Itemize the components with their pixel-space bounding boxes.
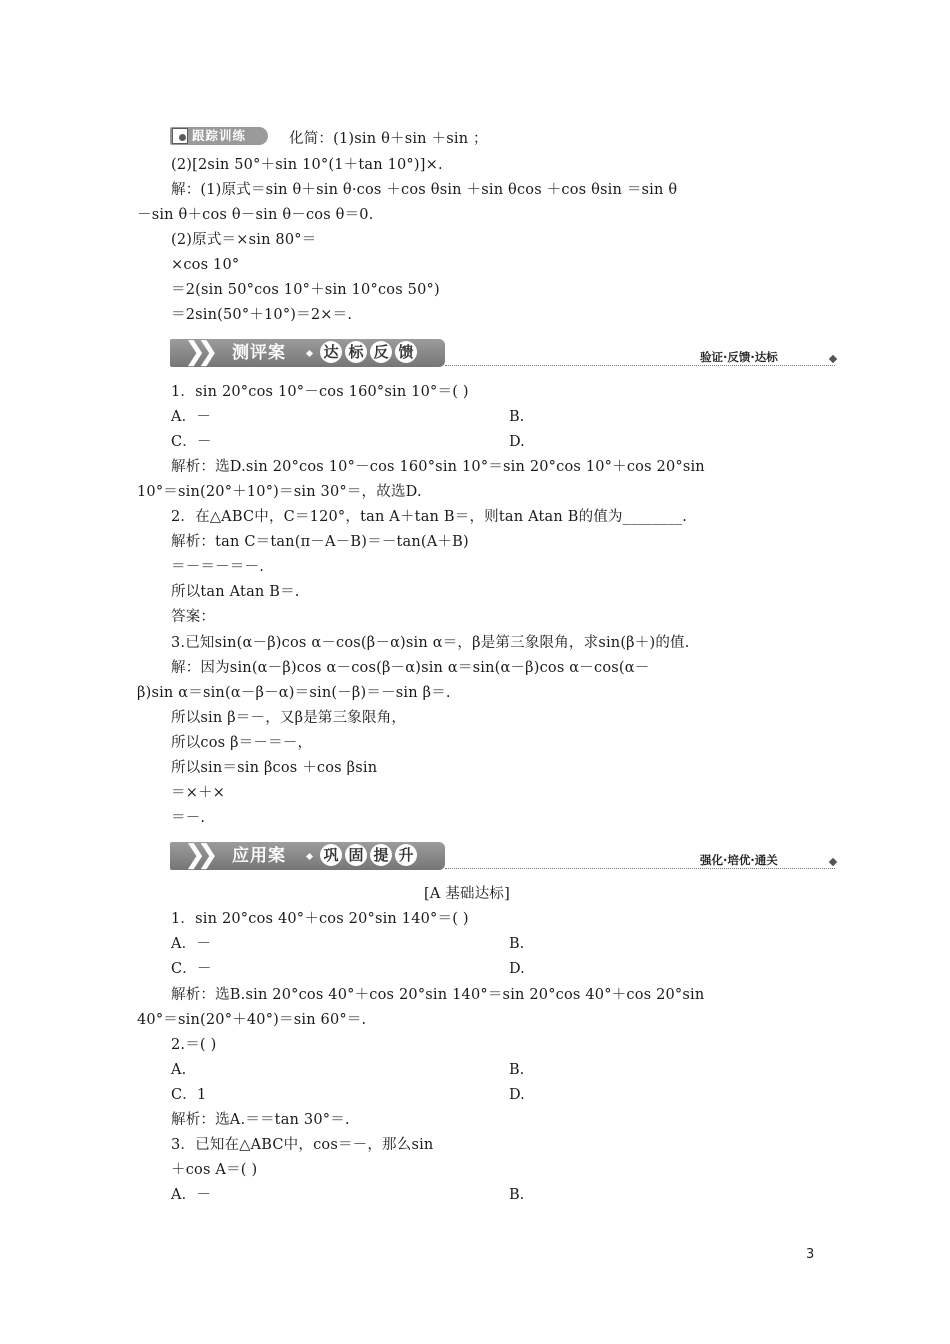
s1-q1: 1．sin 20°cos 10°－cos 160°sin 10°＝( ) [171,384,469,400]
s1-q3-solution-7: ＝－. [171,810,206,826]
s2-q2: 2.＝( ) [171,1037,217,1053]
s2-q2-option-d: D. [509,1087,525,1103]
s1-q3-solution-2: β)sin α＝sin(α－β－α)＝sin(－β)＝－sin β＝. [137,685,451,701]
s2-q2-option-c: C．1 [171,1087,207,1103]
s1-q3-solution-1: 解：因为sin(α－β)cos α－cos(β－α)sin α＝sin(α－β)cos α－cos(α－ [171,660,650,676]
banner-title-right [320,341,420,363]
tracking-line-7: ＝2(sin 50°cos 10°＋sin 10°cos 50°) [171,282,440,298]
tracking-practice-tag [170,127,268,145]
page-number: 3 [806,1247,815,1262]
s1-q2: 2．在△ABC中，C＝120°，tan A＋tan B＝，则tan Atan B的值为________. [171,509,688,525]
banner-title-left: 测评案 [232,343,286,363]
tracking-line-1: 化简：(1)sin θ＋sin ＋sin ； [289,131,488,147]
s2-q3-option-a: A．－ [171,1187,212,1203]
s2-q2-solution: 解析：选A.＝＝tan 30°＝. [171,1112,350,1128]
tracking-line-5: (2)原式＝×sin 80°＝ [171,232,317,248]
diamond-icon [829,355,837,363]
tracking-line-3: 解：(1)原式＝sin θ＋sin θ·cos ＋cos θsin ＋sin θcos ＋cos θsin ＝sin θ [171,182,678,198]
tracking-line-2: (2)[2sin 50°＋sin 10°(1＋tan 10°)]×. [171,157,443,173]
section-divider [445,365,835,366]
s1-q2-solution-1: 解析：tan C＝tan(π－A－B)＝－tan(A＋B) [171,534,469,550]
checklist-icon [172,128,188,144]
diamond-icon [829,858,837,866]
s2-q1-solution-2: 40°＝sin(20°＋40°)＝sin 60°＝. [137,1012,367,1028]
s1-q1-option-b: B. [509,409,525,425]
tracking-line-8: ＝2sin(50°＋10°)＝2×＝. [171,307,353,323]
tracking-tag-label: 跟踪训练 [192,128,247,143]
s1-q1-solution-2: 10°＝sin(20°＋10°)＝sin 30°＝，故选D. [137,484,422,500]
s1-q3: 3.已知sin(α－β)cos α－cos(β－α)sin α＝，β是第三象限角，求sin(β＋)的值. [171,635,690,651]
s1-q1-option-d: D. [509,434,525,450]
banner-char: 升 [395,844,417,866]
s1-q2-solution-2: ＝－＝－＝－. [171,559,265,575]
banner-char: 达 [320,341,342,363]
s2-q1-option-a: A．－ [171,936,212,952]
s1-q2-answer: 答案： [171,609,216,625]
banner-char: 巩 [320,844,342,866]
s2-q1-option-c: C．－ [171,961,212,977]
banner-dot [306,350,313,357]
banner-char: 反 [370,341,392,363]
s1-q1-option-c: C．－ [171,434,212,450]
s2-q1-solution-1: 解析：选B.sin 20°cos 40°＋cos 20°sin 140°＝sin 20°cos 40°＋cos 20°sin [171,987,705,1003]
banner-char: 馈 [395,341,417,363]
s2-q1-option-b: B. [509,936,525,952]
banner-dot [306,853,313,860]
s1-q2-solution-3: 所以tan Atan B＝. [171,584,300,600]
s2-q1-option-d: D. [509,961,525,977]
s1-q3-solution-6: ＝×＋× [171,785,226,801]
banner-char: 固 [345,844,367,866]
double-chevron-icon: ❯❯ [184,337,210,367]
s2-q1: 1．sin 20°cos 40°＋cos 20°sin 140°＝( ) [171,911,469,927]
s2-q3-option-b: B. [509,1187,525,1203]
section-right-tag: 强化·培优·通关 [700,853,778,867]
section-banner-application [170,842,445,870]
tracking-line-6: ×cos 10° [171,257,240,273]
s2-q3: 3．已知在△ABC中，cos＝－，那么sin [171,1137,434,1153]
banner-title-right [320,844,420,866]
s2-q3-line-2: ＋cos A＝( ) [171,1162,258,1178]
s1-q1-solution-1: 解析：选D.sin 20°cos 10°－cos 160°sin 10°＝sin 20°cos 10°＋cos 20°sin [171,459,705,475]
s1-q1-option-a: A．－ [171,409,212,425]
section-right-tag: 验证·反馈·达标 [700,350,778,364]
tracking-line-4: －sin θ＋cos θ－sin θ－cos θ＝0. [137,207,374,223]
s1-q3-solution-5: 所以sin＝sin βcos ＋cos βsin [171,760,378,776]
banner-title-left: 应用案 [232,846,286,866]
s1-q3-solution-3: 所以sin β＝－，又β是第三象限角， [171,710,407,726]
s1-q3-solution-4: 所以cos β＝－＝－， [171,735,313,751]
banner-char: 标 [345,341,367,363]
section-banner-assessment [170,339,445,367]
double-chevron-icon: ❯❯ [184,840,210,870]
banner-char: 提 [370,844,392,866]
s2-q2-option-a: A. [171,1062,187,1078]
s2-q2-option-b: B. [509,1062,525,1078]
s2-subheading: [A 基础达标] [424,886,510,902]
section-divider [445,868,835,869]
